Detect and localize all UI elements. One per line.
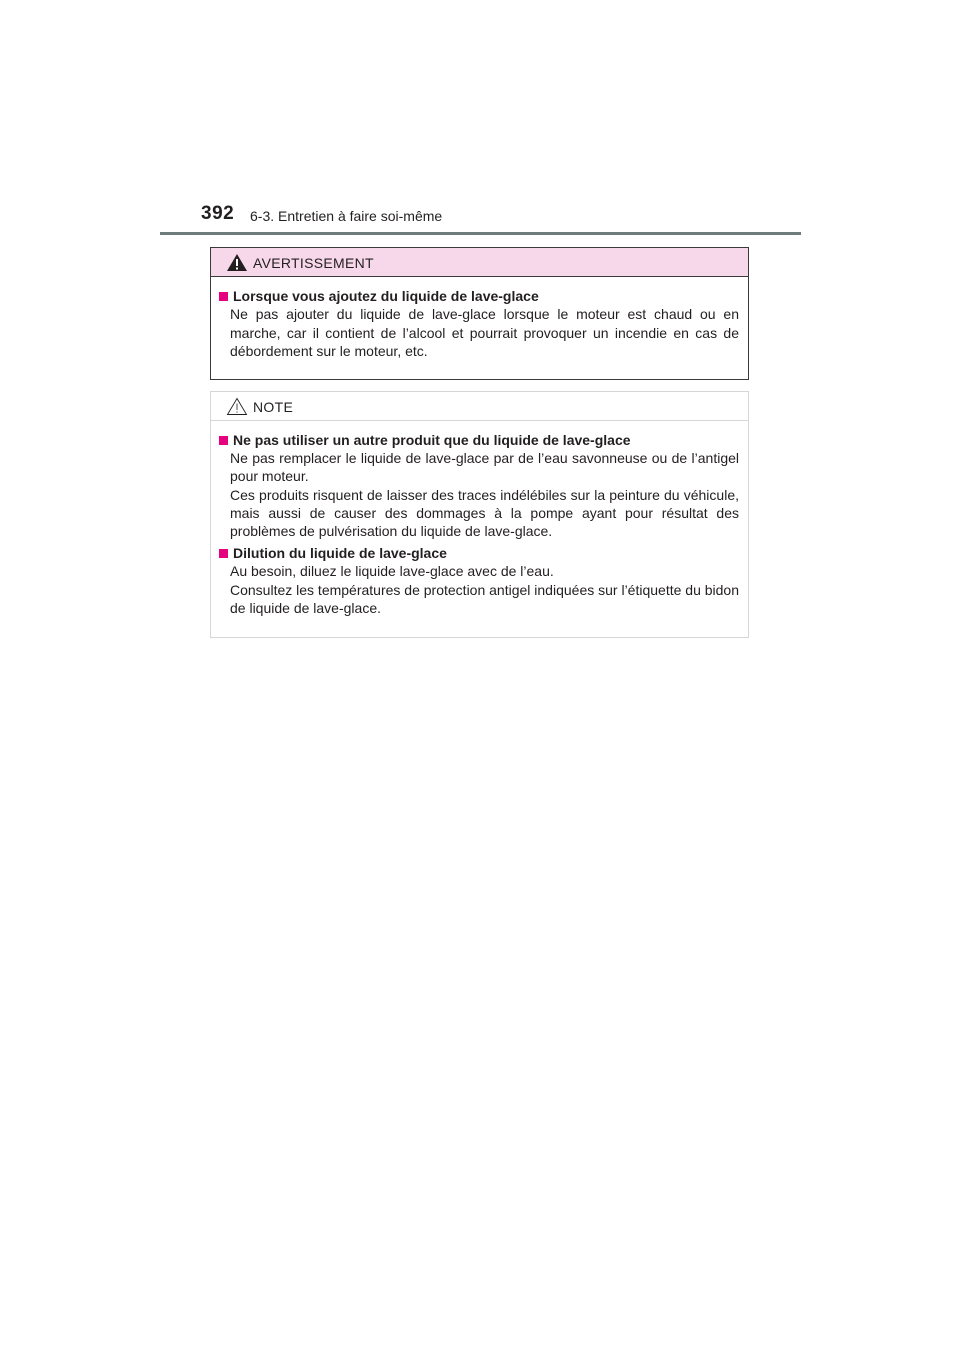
note-item-paragraph: Au besoin, diluez le liquide lave-glace avec de l’eau. (230, 563, 554, 580)
note-item-title (219, 544, 739, 562)
warning-item-title-text: Lorsque vous ajoutez du liquide de lave-glace (233, 288, 539, 304)
note-item-paragraph: Ne pas remplacer le liquide de lave-glace par de l’eau savonneuse ou de l’antigel pour moteur. (230, 450, 739, 485)
header-rule (160, 232, 801, 235)
square-bullet-icon (219, 549, 228, 558)
warning-item-title (219, 287, 739, 305)
warning-box (210, 247, 749, 380)
warning-header (211, 248, 748, 277)
note-header (211, 392, 748, 421)
caution-triangle-outline-icon (226, 397, 248, 416)
note-item-title (219, 431, 739, 449)
note-item (219, 544, 739, 617)
note-box (210, 391, 749, 638)
note-heading: NOTE (253, 399, 294, 415)
page-number: 392 (201, 203, 235, 224)
note-item-paragraph: Consultez les températures de protection antigel indiquées sur l’étiquette du bidon de liquide de lave-glace. (230, 581, 739, 617)
warning-item-paragraph: Ne pas ajouter du liquide de lave-glace lorsque le moteur est chaud ou en marche, car il contient de l’alcool et pourrait provoquer un incendie en cas de débordement sur le moteur, etc. (230, 306, 739, 359)
warning-item (219, 287, 739, 361)
section-title: 6-3. Entretien à faire soi-même (250, 208, 443, 224)
note-item (219, 431, 739, 540)
square-bullet-icon (219, 292, 228, 301)
note-item-title-text: Ne pas utiliser un autre produit que du liquide de lave-glace (233, 432, 631, 448)
warning-heading: AVERTISSEMENT (253, 255, 374, 271)
square-bullet-icon (219, 436, 228, 445)
warning-triangle-filled-icon (226, 253, 248, 272)
note-item-title-text: Dilution du liquide de lave-glace (233, 545, 447, 562)
note-item-paragraph: Ces produits risquent de laisser des traces indélébiles sur la peinture du véhicule, mais aussi de causer des dommages à la pompe ayant pour résultat des problèmes de pulvérisation du liquide de lave-glace. (230, 486, 739, 540)
